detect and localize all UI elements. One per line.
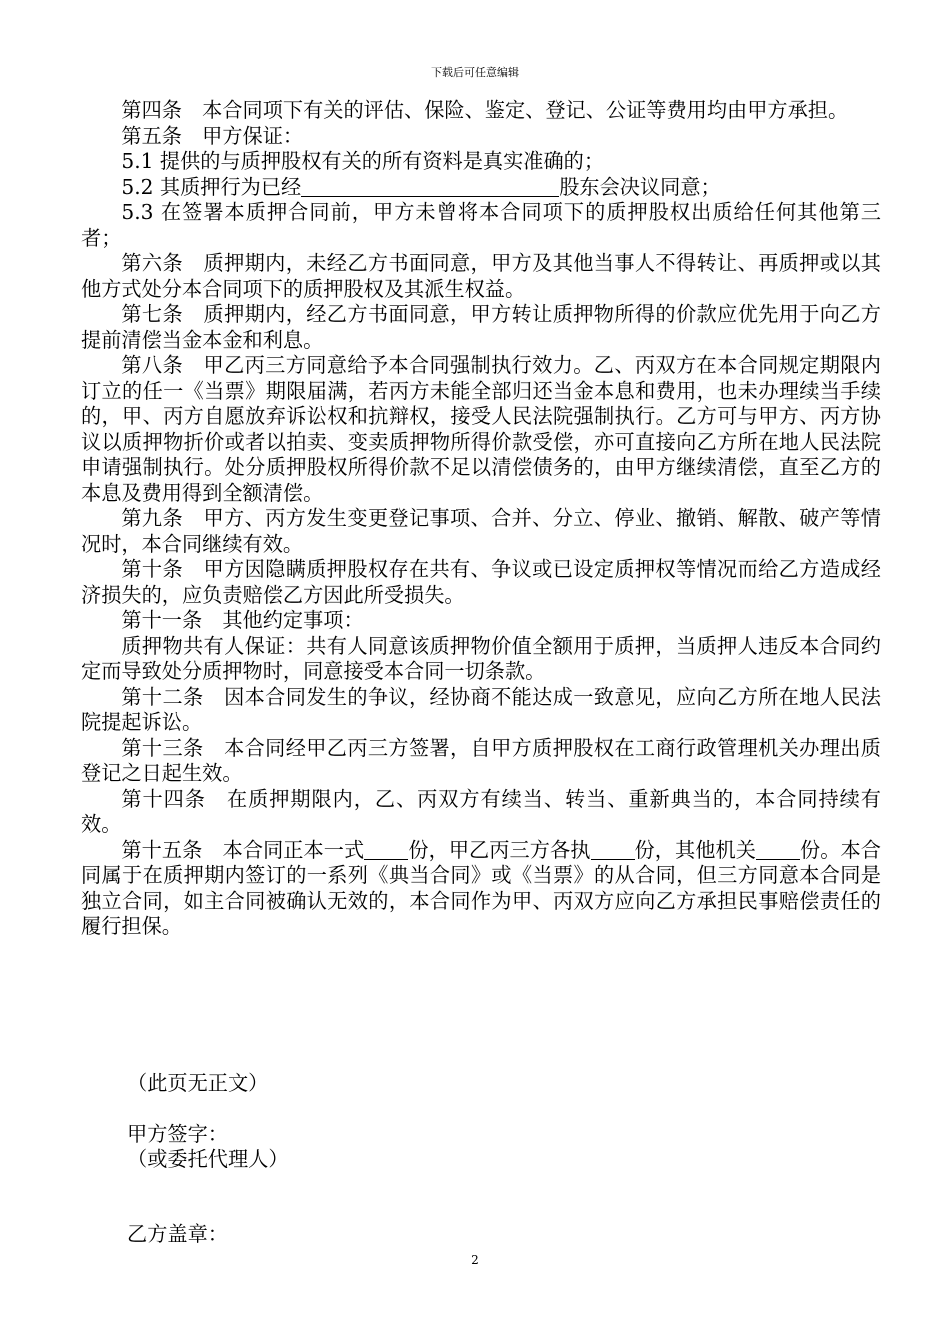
clause-14: 第十四条 在质押期限内，乙、丙双方有续当、转当、重新典当的，本合同持续有效。	[81, 786, 881, 836]
clause-5: 第五条 甲方保证：	[121, 123, 304, 148]
agent-note: （或委托代理人）	[127, 1147, 289, 1171]
blank-line	[756, 838, 800, 860]
clause-5-3: 5.3 在签署本质押合同前，甲方未曾将本合同项下的质押股权出质给任何其他第三者；	[81, 200, 881, 250]
clause-6: 第六条 质押期内，未经乙方书面同意，甲方及其他当事人不得转让、再质押或以其他方式处分本合同项下的质押股权及其派生权益。	[81, 251, 881, 301]
blank-line	[364, 838, 408, 860]
clause-13: 第十三条 本合同经甲乙丙三方签署，自甲方质押股权在工商行政管理机关办理出质登记之日起生效。	[81, 735, 881, 785]
clause-5-2	[81, 175, 881, 201]
clause-15-text-a: 第十五条 本合同正本一式	[121, 837, 365, 862]
clause-8: 第八条 甲乙丙三方同意给予本合同强制执行效力。乙、丙双方在本合同规定期限内订立的任一《当票》期限届满，若丙方未能全部归还当金本息和费用，也未办理续当手续的，甲、丙方自愿放弃诉讼权和抗辩权，接受人民法院强制执行。乙方可与甲方、丙方协议以质押物折价或者以拍卖、变卖质押物所得价款受偿，亦可直接向乙方所在地人民法院申请强制执行。处分质押股权所得价款不足以清偿债务的，由甲方继续清偿，直至乙方的本息及费用得到全额清偿。	[81, 353, 881, 505]
no-text-note: （此页无正文）	[127, 1071, 269, 1095]
party-b-seal-label: 乙方盖章：	[127, 1222, 228, 1246]
party-a-signature-label: 甲方签字：	[127, 1122, 228, 1146]
clause-7: 第七条 质押期内，经乙方书面同意，甲方转让质押物所得的价款应优先用于向乙方提前清偿当金本金和利息。	[81, 302, 881, 352]
clause-9: 第九条 甲方、丙方发生变更登记事项、合并、分立、停业、撤销、解散、破产等情况时，本合同继续有效。	[81, 506, 881, 556]
clause-15-text-d: 份。本合同属于在质押期内签订的一系列《典当合同》或《当票》的从合同，但三方同意本合同是独立合同，如主合同被确认无效的，本合同作为甲、丙双方应向乙方承担民事赔偿责任的履行担保。	[81, 837, 881, 938]
clause-15-text-b: 份，甲乙丙三方各执	[408, 837, 591, 862]
clause-5-2-text-b: 股东会决议同意；	[559, 174, 721, 199]
blank-line	[301, 175, 559, 197]
clause-5-2-text-a: 5.2 其质押行为已经	[121, 174, 302, 199]
contract-body	[81, 98, 881, 940]
clause-11: 第十一条 其他约定事项：	[121, 608, 364, 632]
clause-12: 第十二条 因本合同发生的争议，经协商不能达成一致意见，应向乙方所在地人民法院提起诉讼。	[81, 684, 881, 734]
page-number: 2	[471, 1253, 479, 1267]
clause-10: 第十条 甲方因隐瞒质押股权存在共有、争议或已设定质押权等情况而给乙方造成经济损失的，应负责赔偿乙方因此所受损失。	[81, 557, 881, 607]
page-header: 下载后可任意编辑	[431, 66, 519, 79]
clause-15	[81, 838, 881, 940]
clause-4: 第四条 本合同项下有关的评估、保险、鉴定、登记、公证等费用均由甲方承担。	[121, 98, 849, 122]
clause-11-text: 质押物共有人保证：共有人同意该质押物价值全额用于质押，当质押人违反本合同约定而导致处分质押物时，同意接受本合同一切条款。	[81, 633, 881, 683]
clause-15-text-c: 份，其他机关	[634, 837, 756, 862]
blank-line	[591, 838, 635, 860]
clause-5-1: 5.1 提供的与质押股权有关的所有资料是真实准确的；	[121, 149, 605, 173]
